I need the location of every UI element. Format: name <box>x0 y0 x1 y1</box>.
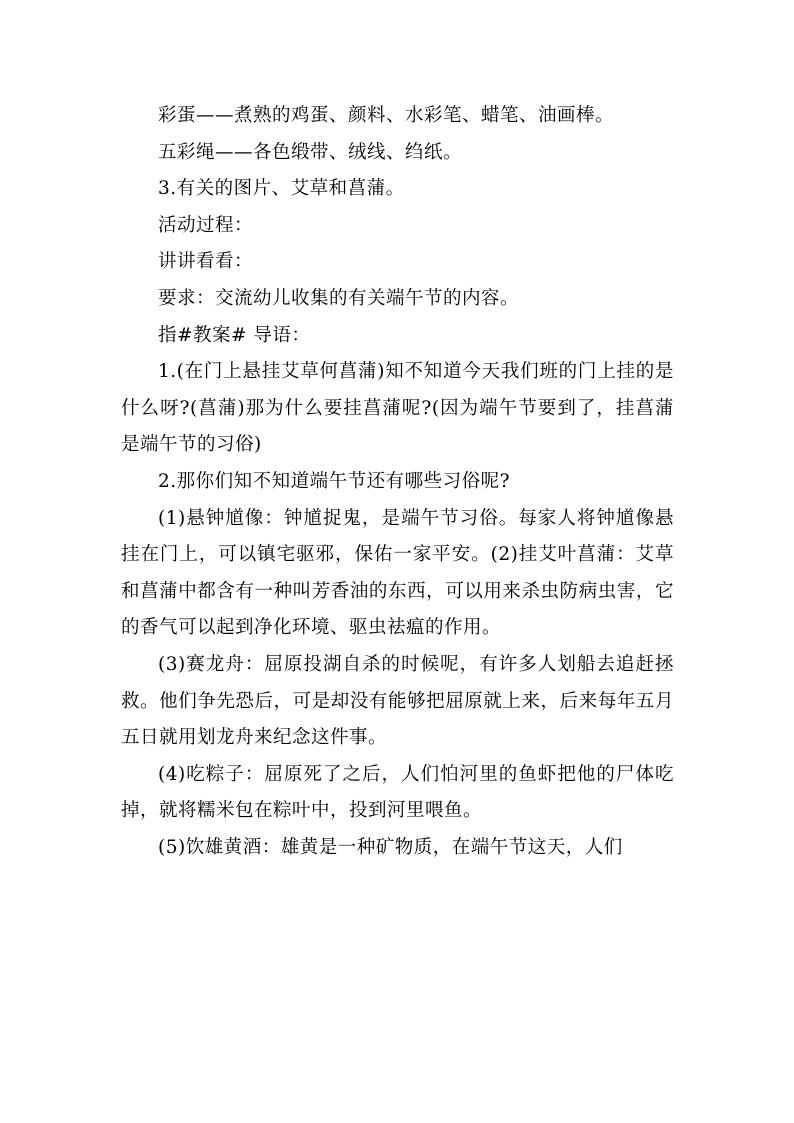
paragraph-question-1: 1.(在门上悬挂艾草何菖蒲)知不知道今天我们班的门上挂的是什么呀?(菖蒲)那为什么要挂菖蒲呢?(因为端午节要到了，挂菖蒲是端午节的习俗) <box>121 361 674 456</box>
paragraph-question-2: 2.那你们知不知道端午节还有哪些习俗呢? <box>158 470 511 492</box>
subheading-talk: 讲讲看看： <box>158 251 254 273</box>
paragraph-requirement: 要求：交流幼儿收集的有关端午节的内容。 <box>158 287 520 309</box>
paragraph-materials-pictures: 3.有关的图片、艾草和菖蒲。 <box>158 178 405 200</box>
paragraph-intro: 指#教案# 导语： <box>158 324 311 346</box>
paragraph-materials-rope: 五彩绳——各色缎带、绒线、绉纸。 <box>158 141 463 163</box>
paragraph-custom-4: (4)吃粽子：屈原死了之后，人们怕河里的鱼虾把他的尸体吃掉，就将糯米包在粽叶中，投到河里喂鱼。 <box>121 763 674 822</box>
section-heading-process: 活动过程： <box>158 214 254 236</box>
paragraph-custom-5: (5)饮雄黄酒：雄黄是一种矿物质，在端午节这天，人们 <box>158 836 623 858</box>
document-body <box>121 98 674 866</box>
paragraph-custom-3: (3)赛龙舟：屈原投湖自杀的时候呢，有许多人划船去追赶拯救。他们争先恐后，可是却没有能够把屈原就上来，后来每年五月五日就用划龙舟来纪念这件事。 <box>121 653 674 749</box>
paragraph-materials-egg: 彩蛋——煮熟的鸡蛋、颜料、水彩笔、蜡笔、油画棒。 <box>158 105 615 126</box>
paragraph-custom-1-2: (1)悬钟馗像：钟馗捉鬼，是端午节习俗。每家人将钟馗像悬挂在门上，可以镇宅驱邪，保佑一家平安。(2)挂艾叶菖蒲：艾草和菖蒲中都含有一种叫芳香油的东西，可以用来杀虫防病虫害，它的香气可以起到净化环境、驱虫祛瘟的作用。 <box>121 507 674 639</box>
